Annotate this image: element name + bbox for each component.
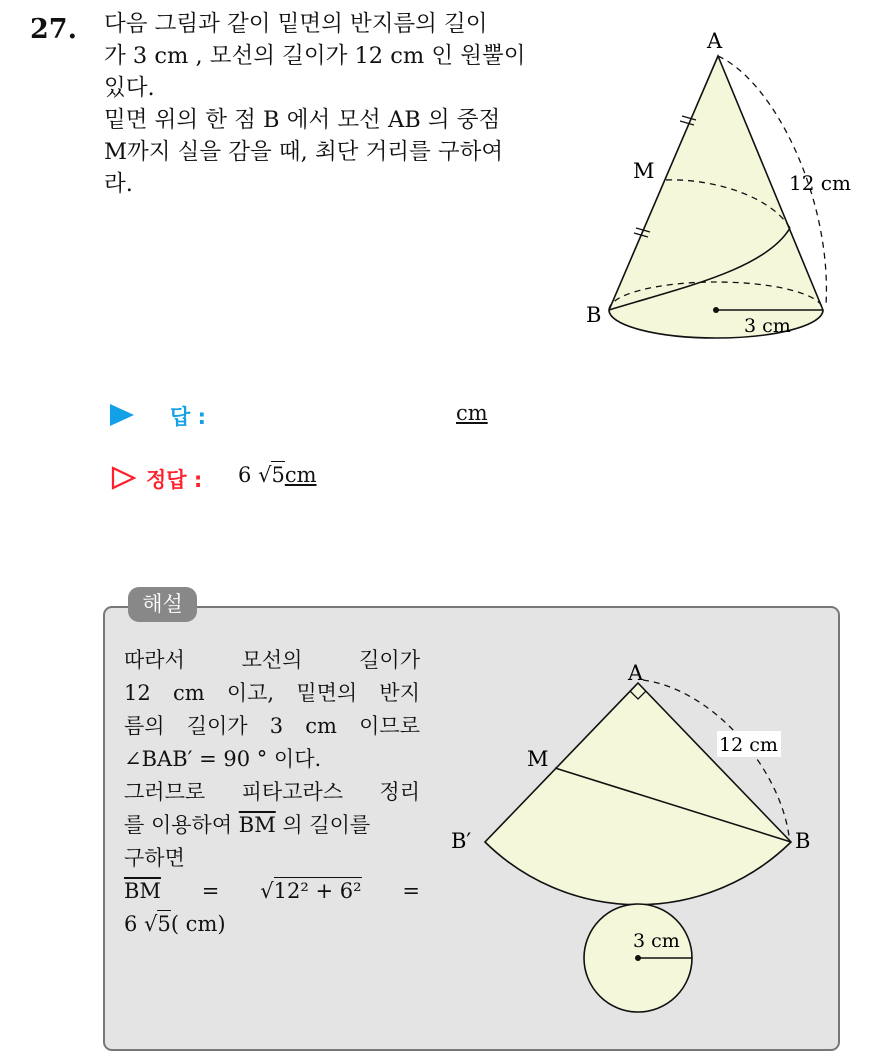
cone-body: [609, 56, 823, 338]
segment-bm: $\overline{BM}$: [238, 813, 276, 837]
result-line: 6 √5( cm): [124, 912, 226, 936]
answer-arrow-icon: [110, 404, 134, 426]
correct-value-prefix: 6: [238, 463, 252, 487]
equation-radicand: 12² + 6²: [273, 879, 362, 903]
question-line: 가 3 cm , 모선의 길이가 12 cm 인 원뿔이: [104, 43, 526, 69]
correct-value: 6 √5cm: [238, 463, 317, 487]
solution-line: ∠BAB′ = 90 ° 이다.: [124, 747, 322, 771]
correct-arrow-icon: [111, 466, 137, 490]
solution-line: 를 이용하여 $\overline{BM}$ 의 길이를: [124, 813, 371, 837]
correct-label: 정답 :: [146, 468, 203, 492]
question-text: [104, 8, 559, 200]
answer-label: 답 :: [170, 405, 206, 429]
equation-line: $\overline{BM}$ = √12² + 6² =: [124, 875, 420, 908]
question-line: 라.: [104, 171, 133, 197]
solution-line: 구하면: [124, 846, 185, 870]
equation-lhs: $\overline{BM}$: [124, 879, 161, 903]
solution-text: [124, 644, 420, 941]
question-line: M까지 실을 감을 때, 최단 거리를 구하여: [104, 139, 504, 165]
solution-line: 12 cm 이고, 밑면의 반지: [124, 681, 420, 705]
question-number: 27.: [30, 14, 77, 45]
label-radius: 3 cm: [633, 930, 680, 952]
label-m: M: [527, 747, 549, 771]
correct-value-radicand: 5: [271, 463, 285, 487]
label-b: B: [586, 303, 602, 327]
label-bprime: B′: [451, 829, 472, 853]
correct-value-unit: cm: [284, 463, 317, 487]
question-line: 다음 그림과 같이 밑면의 반지름의 길이: [104, 11, 488, 37]
solution-line: 따라서 모선의 길이가: [124, 648, 420, 672]
label-slant: 12 cm: [719, 734, 778, 756]
question-line: 밑면 위의 한 점 B 에서 모선 AB 의 중점: [104, 107, 501, 133]
label-radius: 3 cm: [744, 315, 791, 337]
question-line: 있다.: [104, 75, 155, 101]
solution-line: 름의 길이가 3 cm 이므로: [124, 714, 420, 738]
label-a: A: [628, 661, 644, 685]
cone-figure: [570, 20, 870, 370]
label-b: B: [795, 829, 811, 853]
label-m: M: [633, 159, 655, 183]
solution-line: 그러므로 피타고라스 정리: [124, 780, 420, 804]
label-slant: 12 cm: [789, 171, 851, 195]
net-figure: [445, 650, 825, 1025]
equation-equals: =: [201, 879, 220, 903]
answer-unit: cm: [456, 401, 488, 425]
equation-equals: =: [402, 879, 420, 903]
label-a: A: [707, 29, 723, 53]
solution-tag: 해설: [128, 587, 197, 622]
